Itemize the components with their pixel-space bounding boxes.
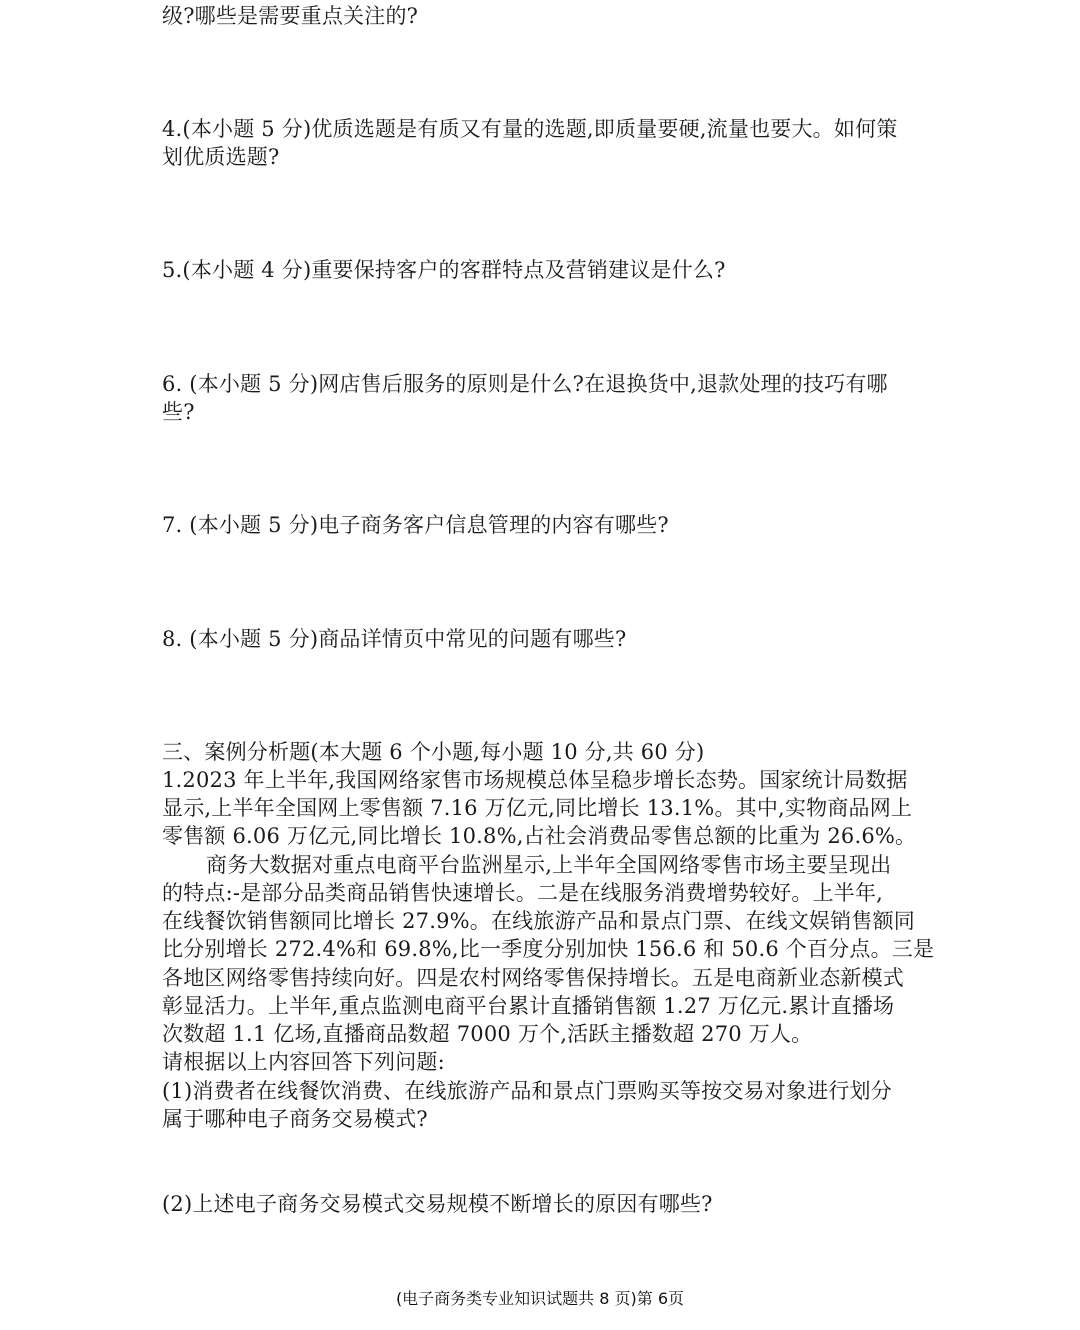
text-line: 属于哪种电子商务交易模式? bbox=[162, 1107, 428, 1131]
text-line: (1)消费者在线餐饮消费、在线旅游产品和景点门票购买等按交易对象进行划分 bbox=[162, 1079, 892, 1103]
text-line: 5.(本小题 4 分)重要保持客户的客群特点及营销建议是什么? bbox=[162, 258, 726, 282]
text-line: 些? bbox=[162, 400, 195, 424]
text-line: 彰显活力。上半年,重点监测电商平台累计直播销售额 1.27 万亿元.累计直播场 bbox=[162, 994, 895, 1018]
text-line: (2)上述电子商务交易模式交易规模不断增长的原因有哪些? bbox=[162, 1192, 713, 1216]
text-line: 零售额 6.06 万亿元,同比增长 10.8%,占社会消费品零售总额的比重为 26.6%。 bbox=[162, 824, 917, 848]
text-line: 比分别增长 272.4%和 69.8%,比一季度分别加快 156.6 和 50.6 个百分点。三是 bbox=[162, 937, 935, 961]
text-line: 6. (本小题 5 分)网店售后服务的原则是什么?在退换货中,退款处理的技巧有哪 bbox=[162, 372, 888, 396]
text-line: 次数超 1.1 亿场,直播商品数超 7000 万个,活跃主播数超 270 万人。 bbox=[162, 1022, 813, 1046]
section-title: 三、案例分析题(本大题 6 个小题,每小题 10 分,共 60 分) bbox=[162, 740, 705, 764]
case-prompt: 请根据以上内容回答下列问题: bbox=[162, 1050, 445, 1074]
text-line: 1.2023 年上半年,我国网络家售市场规模总体呈稳步增长态势。国家统计局数据 bbox=[162, 768, 908, 792]
text-line: 在线餐饮销售额同比增长 27.9%。在线旅游产品和景点门票、在线文娱销售额同 bbox=[162, 909, 915, 933]
text-line: 4.(本小题 5 分)优质选题是有质又有量的选题,即质量要硬,流量也要大。如何策 bbox=[162, 117, 898, 141]
text-line: 各地区网络零售持续向好。四是农村网络零售保持增长。五是电商新业态新模式 bbox=[162, 966, 904, 990]
text-line: 级?哪些是需要重点关注的? bbox=[162, 4, 419, 28]
text-line: 划优质选题? bbox=[162, 145, 280, 169]
text-line: 商务大数据对重点电商平台监洲星示,上半年全国网络零售市场主要呈现出 bbox=[206, 853, 892, 877]
text-line: 的特点:-是部分品类商品销售快速增长。二是在线服务消费增势较好。上半年, bbox=[162, 881, 884, 905]
text-line: 显示,上半年全国网上零售额 7.16 万亿元,同比增长 13.1%。其中,实物商品网上 bbox=[162, 796, 913, 820]
text-line: 7. (本小题 5 分)电子商务客户信息管理的内容有哪些? bbox=[162, 513, 669, 537]
text-line: 8. (本小题 5 分)商品详情页中常见的问题有哪些? bbox=[162, 627, 627, 651]
page-footer: (电子商务类专业知识试题共 8 页)第 6页 bbox=[395, 1289, 685, 1308]
